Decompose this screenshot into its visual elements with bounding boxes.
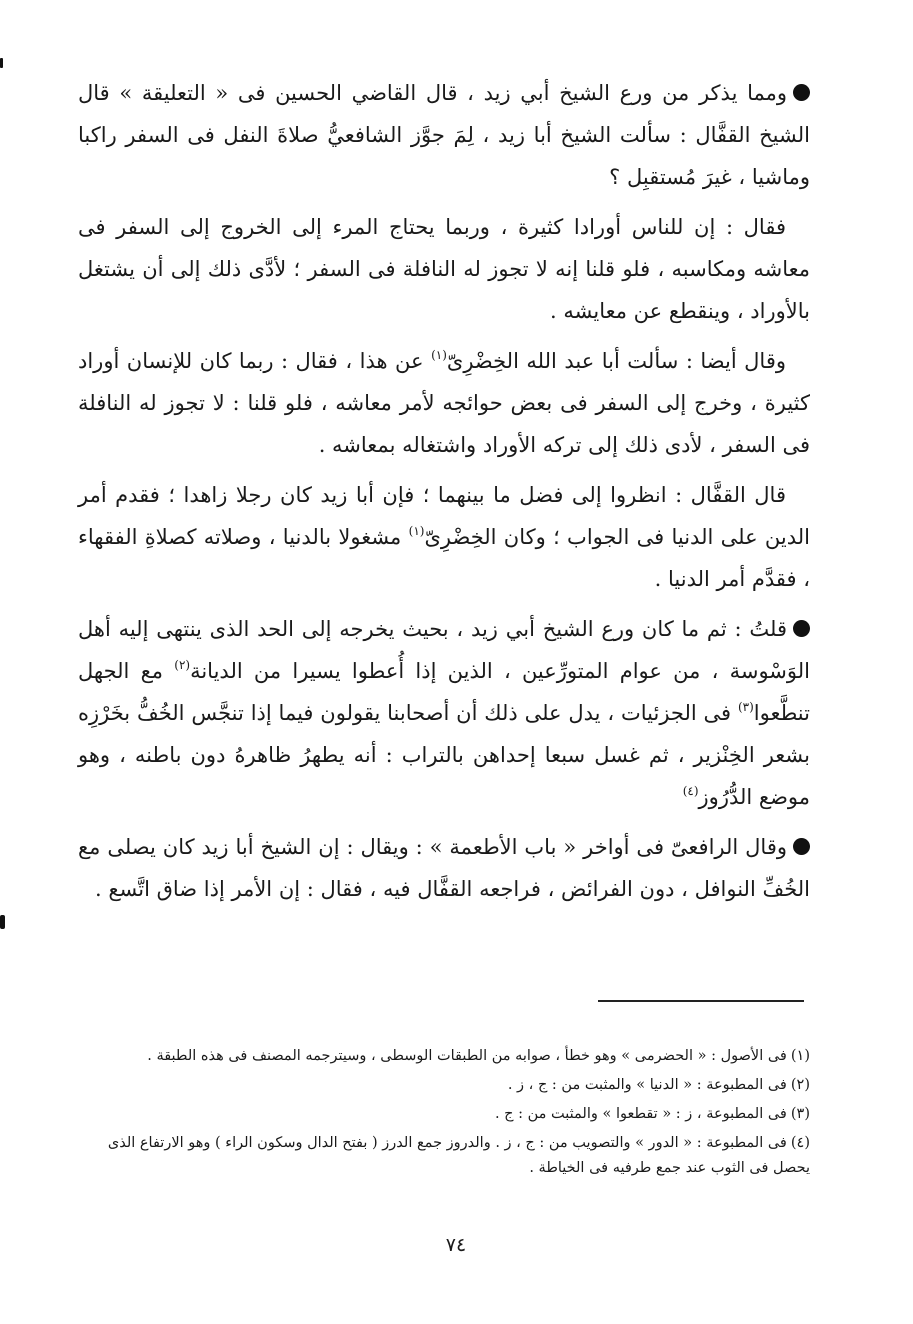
footnote-ref-2: (٢) [174,658,191,672]
paragraph-2-text: فقال : إن للناس أورادا كثيرة ، وربما يحتاج المرء إلى الخروج إلى السفر فى معاشه ومكاسبه ، فلو قلنا إنه لا تجوز له النافلة فى السفر ؛ لأدَّى ذلك إلى أن يشتغل بالأوراد ، وينقطع عن معايشه . [78,215,810,323]
paragraph-4 [78,474,810,600]
footnote-1 [78,1044,810,1069]
footnote-ref-4: (٤) [682,784,699,798]
footnote-number: (٢) [790,1077,810,1093]
bullet-icon [793,620,810,637]
margin-mark-top [0,58,3,68]
paragraph-1-text: ومما يذكر من ورع الشيخ أبي زيد ، قال القاضي الحسين فى « التعليقة » قال الشيخ القفَّال : سألت الشيخ أبا زيد ، لِمَ جوَّز الشافعيُّ صلاةَ النفل فى السفر راكبا وماشيا ، غيرَ مُستقبِل ؟ [78,81,810,189]
paragraph-6-text: وقال الرافعىّ فى أواخر « باب الأطعمة » : ويقال : إن الشيخ أبا زيد كان يصلى مع الخُفِّ النوافل ، دون الفرائض ، فراجعه القفَّال فيه ، فقال : إن الأمر إذا ضاق اتَّسع . [78,835,810,901]
paragraph-2 [78,206,810,332]
paragraph-3 [78,340,810,466]
footnote-2 [78,1073,810,1098]
footnote-separator [598,1000,804,1002]
footnote-4 [78,1131,810,1181]
paragraph-4-text: قال القفَّال : انظروا إلى فضل ما بينهما ؛ فإن أبا زيد كان رجلا زاهدا ؛ فقدم أمر الدين على الدنيا فى الجواب ؛ وكان الخِضْرِىّ [78,483,810,549]
paragraph-4-text-after: مشغولا بالدنيا ، وصلاته كصلاةِ الفقهاء ، فقدَّم أمر الدنيا . [78,525,810,591]
footnote-text: فى الأصول : « الحضرمى » وهو خطأ ، صوابه من الطبقات الوسطى ، وسيترجمه المصنف فى هذه الطبقة . [147,1048,787,1064]
paragraph-3-text-after: عن هذا ، فقال : ربما كان للإنسان أوراد كثيرة ، وخرج إلى السفر فى بعض حوائجه لأمر معاشه ، فلو قلنا : لا تجوز له النافلة فى السفر ، لأدى ذلك إلى تركه الأوراد واشتغاله بمعاشه . [78,349,810,457]
paragraph-3-text: وقال أيضا : سألت أبا عبد الله الخِضْرِىّ [446,349,787,373]
paragraph-5 [78,608,810,818]
footnote-ref-1: (١) [431,348,447,362]
footnotes [78,1044,810,1185]
paragraph-5-text-after-2: فى الجزئيات ، يدل على ذلك أن أصحابنا يقولون فيما إذا تنجَّس الخُفُّ بخَرْزِه بشعر الخِنْزير ، ثم غسل سبعا إحداهن بالتراب : أنه يطهرُ ظاهرهُ دون باطنه ، وهو موضع الدُّرُوز [78,701,810,809]
footnote-3 [78,1102,810,1127]
bullet-icon [793,838,810,855]
main-text [78,72,810,918]
margin-mark-side [0,915,5,929]
page-number: ٧٤ [445,1234,467,1256]
footnote-number: (٣) [790,1106,810,1122]
footnote-text: فى المطبوعة : « الدنيا » والمثبت من : ج ، ز . [507,1077,787,1093]
bullet-icon [793,84,810,101]
paragraph-6 [78,826,810,910]
paragraph-1 [78,72,810,198]
footnote-number: (١) [790,1048,810,1064]
footnote-ref-1b: (١) [408,524,425,538]
footnote-ref-3: (٣) [737,700,754,714]
footnote-number: (٤) [790,1135,810,1151]
footnote-text: فى المطبوعة ، ز : « تقطعوا » والمثبت من : ج . [494,1106,787,1122]
footnote-text: فى المطبوعة : « الدور » والتصويب من : ج ، ز . والدروز جمع الدرز ( بفتح الدال وسكون الراء ) وهو الارتفاع الذى يحصل فى الثوب عند جمع طرفيه فى الخياطة . [107,1135,810,1176]
paragraph-5-text: قلتُ : ثم ما كان ورع الشيخ أبي زيد ، بحيث يخرجه إلى الحد الذى ينتهى إليه أهل الوَسْوسة ، من عوام المتورِّعين ، الذين إذا أُعطوا يسيرا من الديانة [78,617,810,683]
paragraph-5-text-after: مع الجهل تنطَّعوا [78,659,810,725]
